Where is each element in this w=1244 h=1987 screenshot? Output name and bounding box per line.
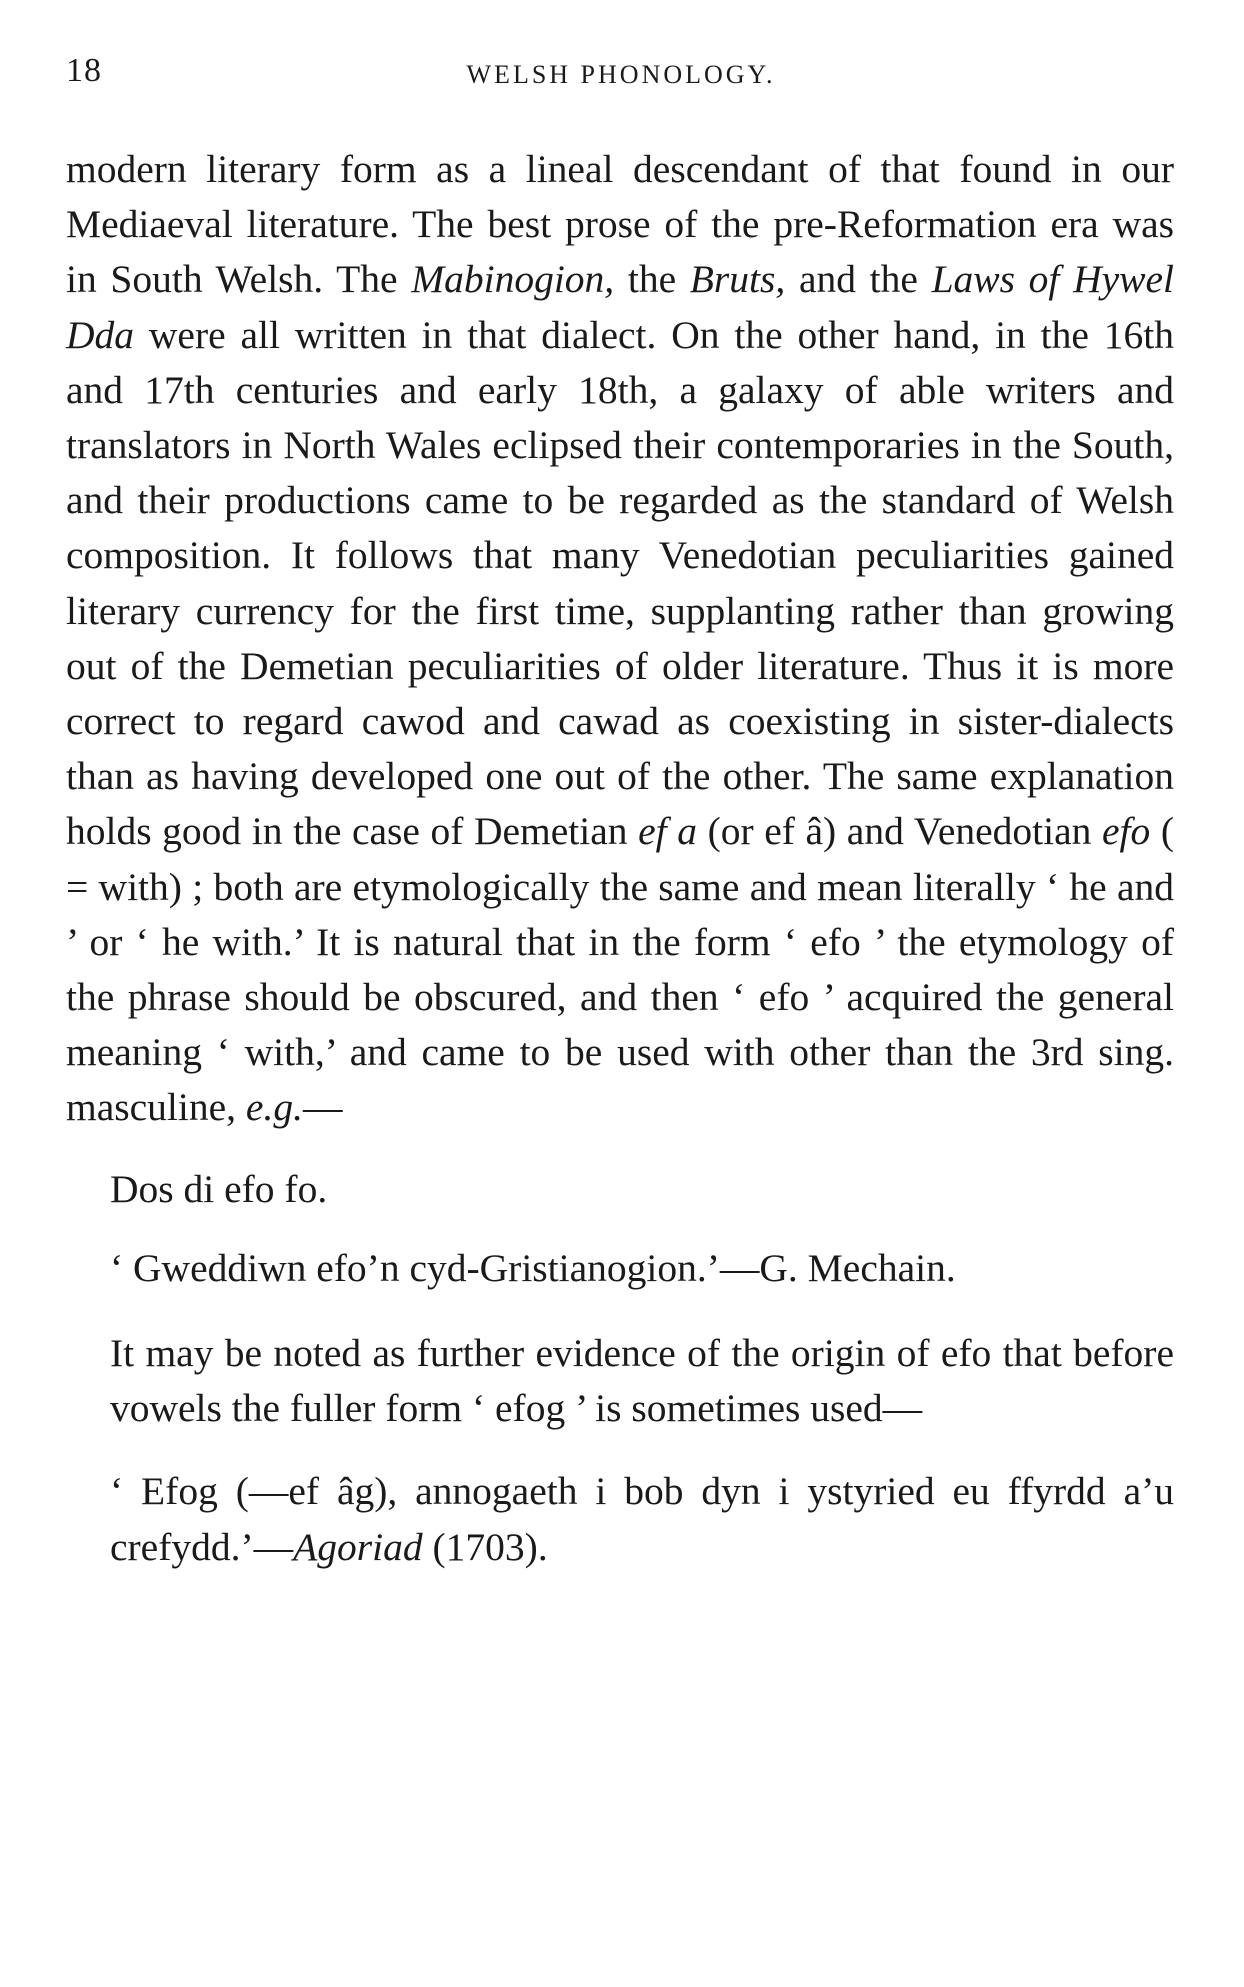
- spacer: [66, 1436, 1174, 1464]
- running-title: WELSH PHONOLOGY.: [466, 60, 776, 89]
- quote-example-2: ‘ Gweddiwn efo’n cyd-Gristianogion.’—G. Mechain.: [110, 1245, 956, 1290]
- text-run: ( = with) ; both are etymologically the same and mean literally ‘ he and ’ or ‘ he with.’ It is natural that in the form ‘ efo ’ the etymology of the phrase should be obscured, and then ‘ efo ’ acquired the general meaning ‘ with,’ and came to be used with other than the 3rd sing. masculine,: [66, 809, 1174, 1130]
- spacer: [66, 1136, 1174, 1162]
- text-run: the: [614, 257, 690, 302]
- running-head: [66, 52, 1176, 92]
- italic-title-agoriad: Agoriad: [293, 1524, 423, 1569]
- italic-title-mabinogion: Mabinogion,: [411, 257, 615, 302]
- quote-example-1: Dos di efo fo.: [110, 1166, 328, 1211]
- paragraph-main: [66, 142, 1174, 1136]
- italic-title-laws: Laws of Hywel Dda: [66, 257, 1174, 357]
- spacer: [66, 1296, 1174, 1326]
- text-run: were all written in that dialect. On the other hand, in the 16th and 17th centuries and early 18th, a galaxy of able writers and translators in North Wales eclipsed their contemporaries in the South, and their productions came to be regarded as the standard of Welsh composition. It follows that many Venedotian peculiarities gained literary currency for the first time, supplanting rather than growing out of the Demetian peculiarities of older literature. Thus it is more correct to regard cawod and cawad as coexisting in sister-dialects than as having developed one out of the other. The same explanation holds good in the case of Demetian: [66, 312, 1174, 854]
- body-text: [66, 142, 1174, 1575]
- italic-term-efo: efo: [1101, 809, 1151, 854]
- spacer: [66, 1217, 1174, 1241]
- text-run: ‘ Efog (—ef âg), annogaeth i bob dyn i ystyried eu ffyrdd a’u crefydd.’—: [110, 1469, 1174, 1569]
- page-number: 18: [66, 52, 102, 89]
- text-run: and the: [785, 257, 932, 302]
- text-run: —: [302, 1085, 343, 1130]
- italic-title-bruts: Bruts,: [689, 257, 786, 302]
- text-run: modern literary form as a lineal descendant of that found in our Mediaeval literature. The best prose of the pre-Reformation era was in South Welsh. The: [66, 147, 1174, 302]
- paragraph-efog: It may be noted as further evidence of the origin of efo that before vowels the fuller form ‘ efog ’ is sometimes used—: [110, 1331, 1174, 1431]
- italic-eg: e.g.: [245, 1085, 303, 1130]
- quote-agoriad: [66, 1464, 1174, 1574]
- italic-term-ef-a: ef a: [638, 809, 697, 854]
- text-run: (or ef â) and Venedotian: [697, 809, 1102, 854]
- text-run: (1703).: [422, 1524, 548, 1569]
